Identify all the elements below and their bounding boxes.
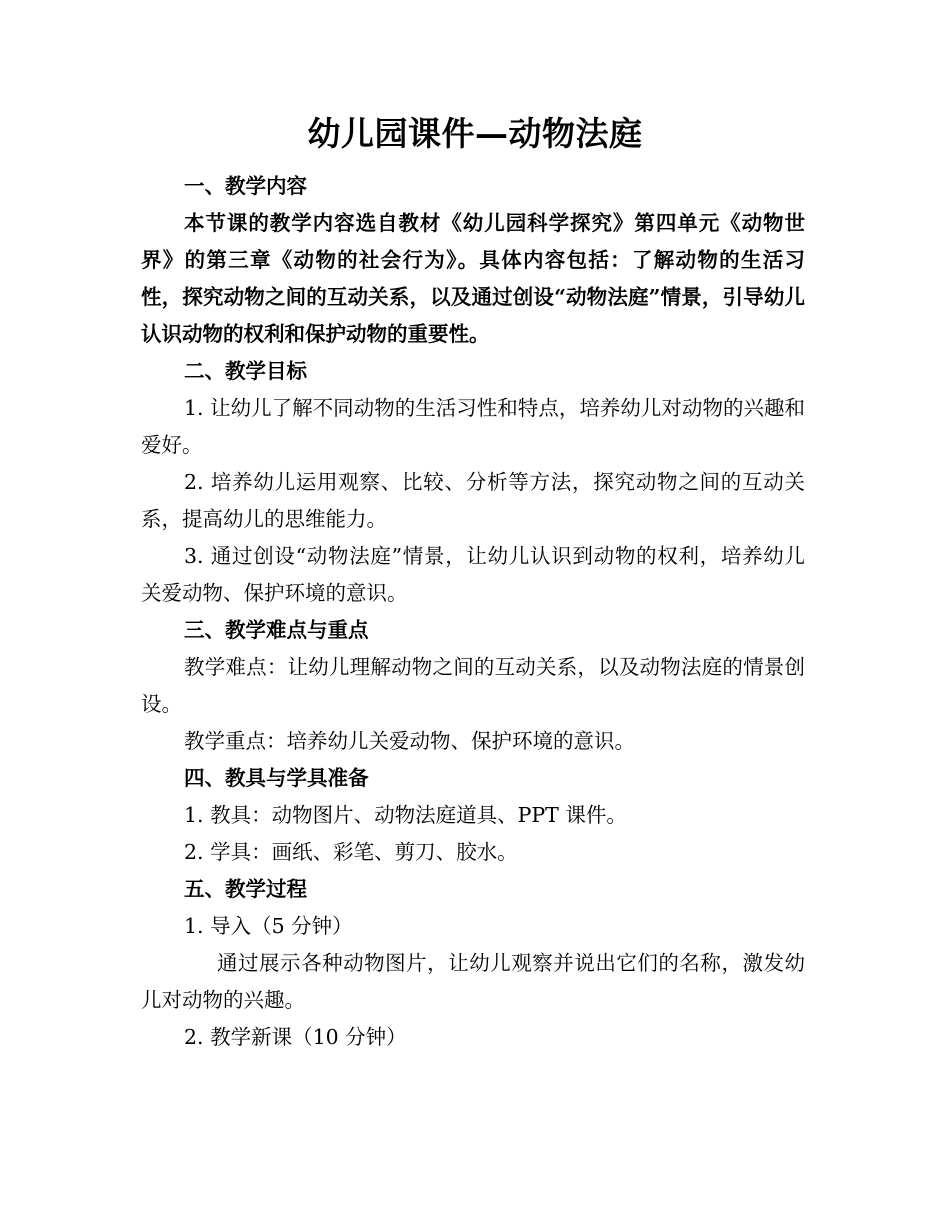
objective-item-2: 2. 培养幼儿运用观察、比较、分析等方法，探究动物之间的互动关系，提高幼儿的思维能力。	[141, 470, 805, 531]
objective-item-1: 1. 让幼儿了解不同动物的生活习性和特点，培养幼儿对动物的兴趣和爱好。	[141, 396, 805, 457]
section-heading-difficulties: 三、教学难点与重点	[184, 618, 369, 642]
process-step-2: 2. 教学新课（10 分钟）	[184, 1025, 407, 1049]
section-heading-materials: 四、教具与学具准备	[184, 766, 369, 790]
section-heading-content: 一、教学内容	[184, 174, 307, 198]
section-heading-process: 五、教学过程	[184, 877, 307, 901]
process-step-1: 1. 导入（5 分钟）	[184, 914, 353, 938]
document-title: 幼儿园课件—动物法庭	[307, 114, 643, 153]
section-heading-objectives: 二、教学目标	[184, 359, 307, 383]
materials-teacher: 1. 教具：动物图片、动物法庭道具、PPT 课件。	[184, 803, 627, 827]
document-body	[141, 168, 805, 1056]
materials-student: 2. 学具：画纸、彩笔、剪刀、胶水。	[184, 840, 518, 864]
key-point-paragraph: 教学重点：培养幼儿关爱动物、保护环境的意识。	[184, 729, 635, 753]
content-paragraph: 本节课的教学内容选自教材《幼儿园科学探究》第四单元《动物世界》的第三章《动物的社会行为》。具体内容包括：了解动物的生活习性，探究动物之间的互动关系，以及通过创设“动物法庭”情景，引导幼儿认识动物的权利和保护动物的重要性。	[141, 211, 805, 346]
objective-item-3: 3. 通过创设“动物法庭”情景，让幼儿认识到动物的权利，培养幼儿关爱动物、保护环境的意识。	[141, 544, 805, 605]
process-step-1-detail: 通过展示各种动物图片，让幼儿观察并说出它们的名称，激发幼儿对动物的兴趣。	[141, 951, 805, 1012]
difficulty-paragraph: 教学难点：让幼儿理解动物之间的互动关系，以及动物法庭的情景创设。	[141, 655, 805, 716]
